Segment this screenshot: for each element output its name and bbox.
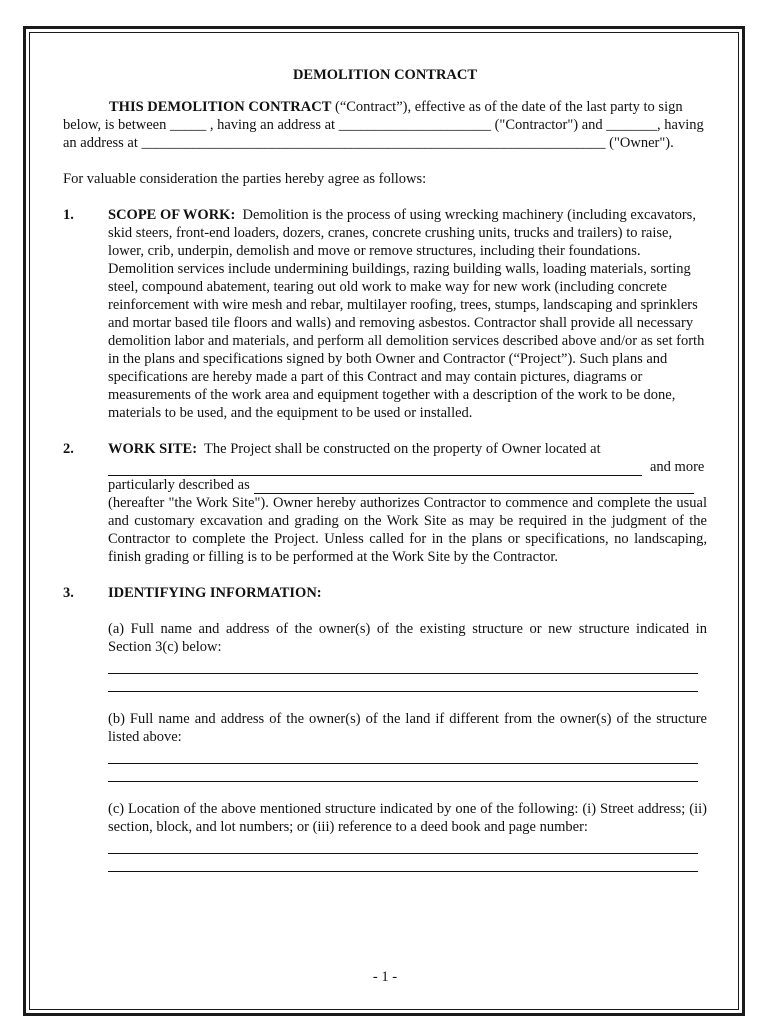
- item-c-line-1: [108, 836, 698, 854]
- section-number: 3.: [63, 585, 74, 601]
- section-2: [63, 440, 707, 566]
- item-b-line-2: [108, 764, 698, 782]
- item-c-text: (c) Location of the above mentioned structure indicated by one of the following: (i) Street address; (ii) section, block, and lot numbers; or (iii) reference to a deed book and page number:: [108, 801, 707, 835]
- item-a-line-2: [108, 674, 698, 692]
- and-more-text: and more: [650, 459, 705, 475]
- section-text: The Project shall be constructed on the property of Owner located at: [204, 441, 601, 457]
- document-title: DEMOLITION CONTRACT: [292, 67, 478, 83]
- page-number: - 1 -: [372, 969, 398, 985]
- section-heading: IDENTIFYING INFORMATION:: [108, 585, 322, 601]
- item-a-text: (a) Full name and address of the owner(s) of the existing structure or new structure indicated in Section 3(c) below:: [108, 621, 707, 655]
- consideration-text: For valuable consideration the parties hereby agree as follows:: [63, 171, 427, 187]
- item-a-line-1: [108, 656, 698, 674]
- item-c-line-2: [108, 854, 698, 872]
- work-site-location-row: [108, 458, 707, 476]
- section-text: (hereafter "the Work Site"). Owner hereby authorizes Contractor to commence and complete the usual and customary excavation and grading on the Work Site as may be required in the judgment of the Contractor to complete the Project. Unless called for in the plans or specifications, no landscaping, finish grading or filling is to be performed at the Work Site by the Contractor.: [108, 495, 707, 565]
- work-site-description-blank: [254, 479, 694, 494]
- section-body: [108, 206, 707, 422]
- section-number: 1.: [63, 207, 74, 223]
- section-heading: WORK SITE:: [108, 441, 198, 457]
- item-b-line-1: [108, 746, 698, 764]
- section-3: [63, 584, 707, 872]
- intro-text: (“Contract”), effective as of the date of the last party to sign below, is between _____ , having an address at _____________________ ("Contractor") and _______, having an address at ________________________________________________________________ ("Owner").: [63, 99, 704, 151]
- intro-bold-lead: THIS DEMOLITION CONTRACT: [109, 99, 332, 115]
- section-1: [63, 206, 707, 422]
- section-text: Demolition is the process of using wrecking machinery (including excavators, skid steers, front-end loaders, dozers, cranes, concrete crushing units, trucks and trailers) to raise, lower, crib, underpin, demolish and move or remove structures, including their foundations. Demolition services include undermining buildings, razing building walls, loading materials, sorting steel, compound abatement, tearing out old work to make way for new work (including concrete reinforcement with wire mesh and rebar, multilayer roofing, trees, stumps, landscaping and sprinklers and mortar based tile floors and walls) and removing asbestos. Contractor shall provide all necessary demolition labor and materials, and perform all demolition services described above and/or as set forth in the plans and specifications signed by both Owner and Contractor (“Project”). Such plans and specifications are hereby made a part of this Contract and may contain pictures, diagrams or measurements of the work area and equipment together with a description of the work to be done, materials to be used, and the equipment to be used or installed.: [108, 207, 705, 421]
- work-site-description-row: [108, 476, 707, 494]
- item-b-text: (b) Full name and address of the owner(s) of the land if different from the owner(s) of the structure listed above:: [108, 711, 707, 745]
- section-body: [108, 440, 707, 458]
- intro-paragraph: [63, 98, 707, 152]
- document-page: [63, 60, 707, 872]
- work-site-location-blank: [108, 461, 642, 476]
- section-heading: SCOPE OF WORK:: [108, 207, 236, 223]
- description-label: particularly described as: [108, 477, 250, 493]
- section-number: 2.: [63, 441, 74, 457]
